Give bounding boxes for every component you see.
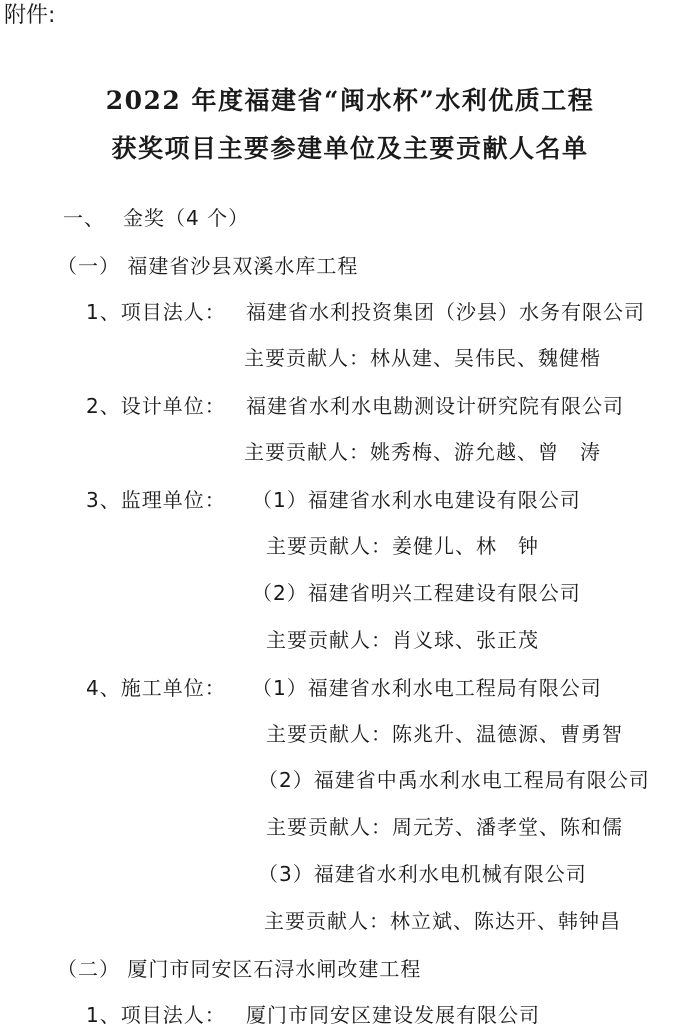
- document-title-line-2: 获奖项目主要参建单位及主要贡献人名单: [111, 134, 589, 163]
- supervision-unit-2-contributors: 主要贡献人：肖义球、张正茂: [266, 628, 539, 652]
- design-unit-label: 2、设计单位：: [86, 394, 226, 418]
- supervision-unit-2: （2）福建省明兴工程建设有限公司: [252, 581, 581, 605]
- supervision-unit-1: （1）福建省水利水电建设有限公司: [252, 488, 581, 512]
- construction-unit-label: 4、施工单位：: [86, 676, 226, 700]
- attachment-label: 附件:: [4, 3, 56, 28]
- project-heading-2: （二） 厦门市同安区石浔水闸改建工程: [57, 957, 422, 981]
- project-owner-contributors: 主要贡献人：林从建、吴伟民、魏健楷: [244, 346, 601, 370]
- supervision-unit-1-contributors: 主要贡献人：姜健儿、林 钟: [266, 534, 539, 558]
- project-owner-label: 1、项目法人：: [86, 300, 226, 324]
- construction-unit-3-contributors: 主要贡献人：林立斌、陈达开、韩钟昌: [264, 909, 621, 933]
- section-name: 金奖（4 个）: [123, 206, 250, 230]
- construction-unit-3: （3）福建省水利水电机械有限公司: [258, 862, 587, 886]
- project-owner-value: 福建省水利投资集团（沙县）水务有限公司: [246, 300, 645, 324]
- project2-owner-label: 1、项目法人：: [86, 1003, 226, 1027]
- project2-owner-value: 厦门市同安区建设发展有限公司: [246, 1003, 540, 1027]
- section-number: 一、: [63, 206, 105, 230]
- construction-unit-2: （2）福建省中禹水利水电工程局有限公司: [258, 768, 650, 792]
- design-unit-contributors: 主要贡献人：姚秀梅、游允越、曾 涛: [244, 440, 601, 464]
- project-heading-1: （一） 福建省沙县双溪水库工程: [57, 254, 359, 278]
- construction-unit-1-contributors: 主要贡献人：陈兆升、温德源、曹勇智: [266, 722, 623, 746]
- supervision-unit-label: 3、监理单位：: [86, 488, 226, 512]
- section-gold-award: [63, 204, 249, 232]
- construction-unit-1: （1）福建省水利水电工程局有限公司: [252, 676, 602, 700]
- document-title-line-1: 2022 年度福建省“闽水杯”水利优质工程: [105, 86, 595, 115]
- design-unit-value: 福建省水利水电勘测设计研究院有限公司: [246, 394, 624, 418]
- construction-unit-2-contributors: 主要贡献人：周元芳、潘孝堂、陈和儒: [266, 815, 623, 839]
